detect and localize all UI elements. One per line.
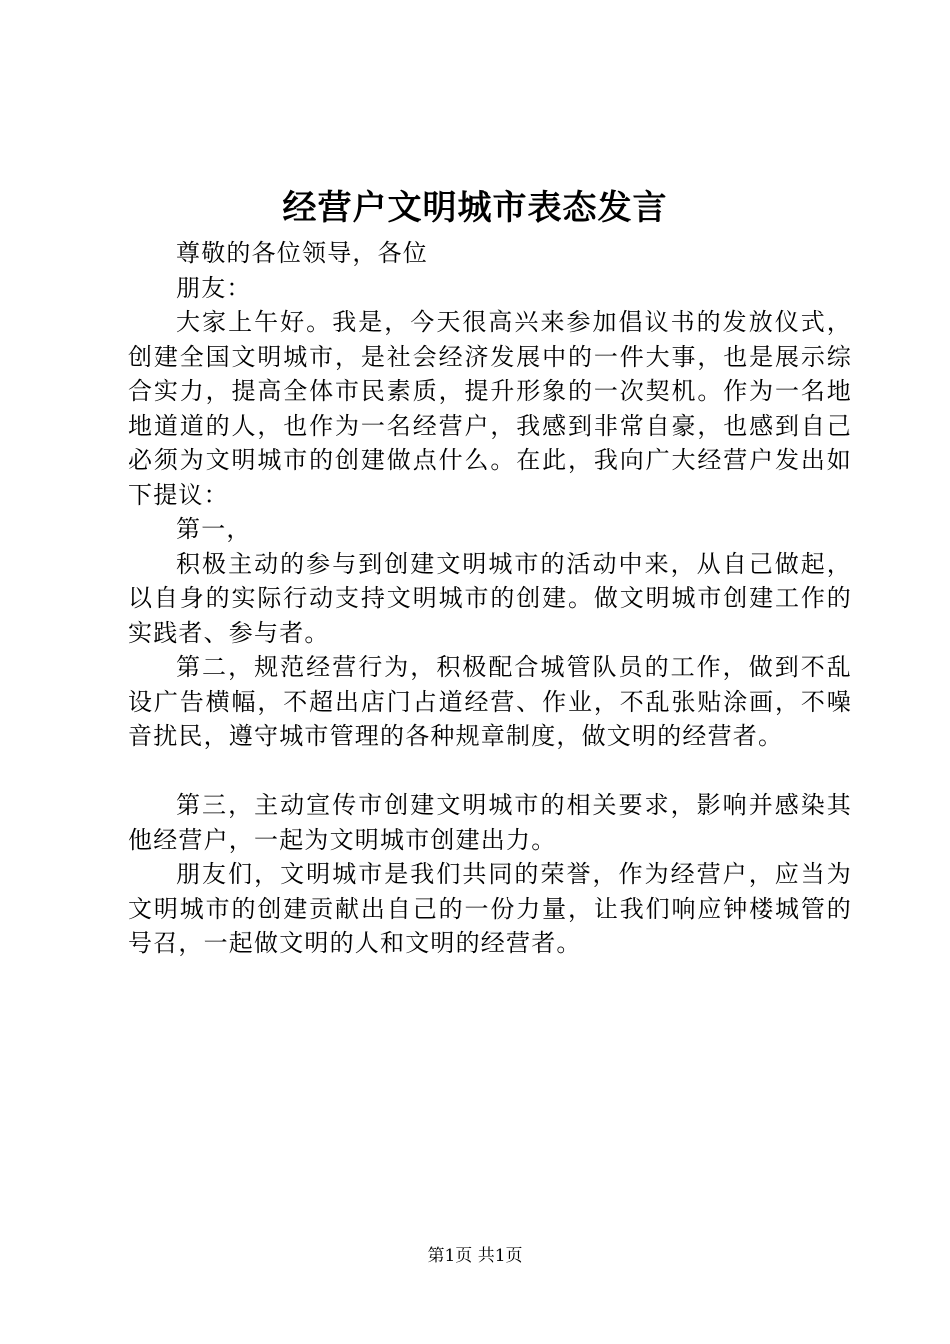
- document-body: [128, 236, 852, 961]
- greeting-line: 尊敬的各位领导，各位: [176, 239, 428, 267]
- point-one-heading: 第一，: [176, 515, 252, 543]
- point-two-paragraph: 第二，规范经营行为，积极配合城管队员的工作，做到不乱设广告横幅，不超出店门占道经营、作业，不乱张贴涂画，不噪音扰民，遵守城市管理的各种规章制度，做文明的经营者。: [128, 653, 852, 750]
- intro-paragraph: 大家上午好。我是，今天很高兴来参加倡议书的发放仪式，创建全国文明城市，是社会经济发展中的一件大事，也是展示综合实力，提高全体市民素质，提升形象的一次契机。作为一名地地道道的人，也作为一名经营户，我感到非常自豪，也感到自己必须为文明城市的创建做点什么。在此，我向广大经营户发出如下提议：: [128, 308, 852, 509]
- page-footer: 第1页 共1页: [427, 1246, 523, 1266]
- point-three-paragraph: 第三，主动宣传市创建文明城市的相关要求，影响并感染其他经营户，一起为文明城市创建出力。: [128, 791, 852, 854]
- document-title: 经营户文明城市表态发言: [282, 188, 668, 228]
- point-one-paragraph: 积极主动的参与到创建文明城市的活动中来，从自己做起，以自身的实际行动支持文明城市的创建。做文明城市创建工作的实践者、参与者。: [128, 549, 852, 647]
- greeting-line-2: 朋友：: [176, 273, 252, 302]
- closing-paragraph: 朋友们，文明城市是我们共同的荣誉，作为经营户，应当为文明城市的创建贡献出自己的一份力量，让我们响应钟楼城管的号召，一起做文明的人和文明的经营者。: [128, 860, 852, 957]
